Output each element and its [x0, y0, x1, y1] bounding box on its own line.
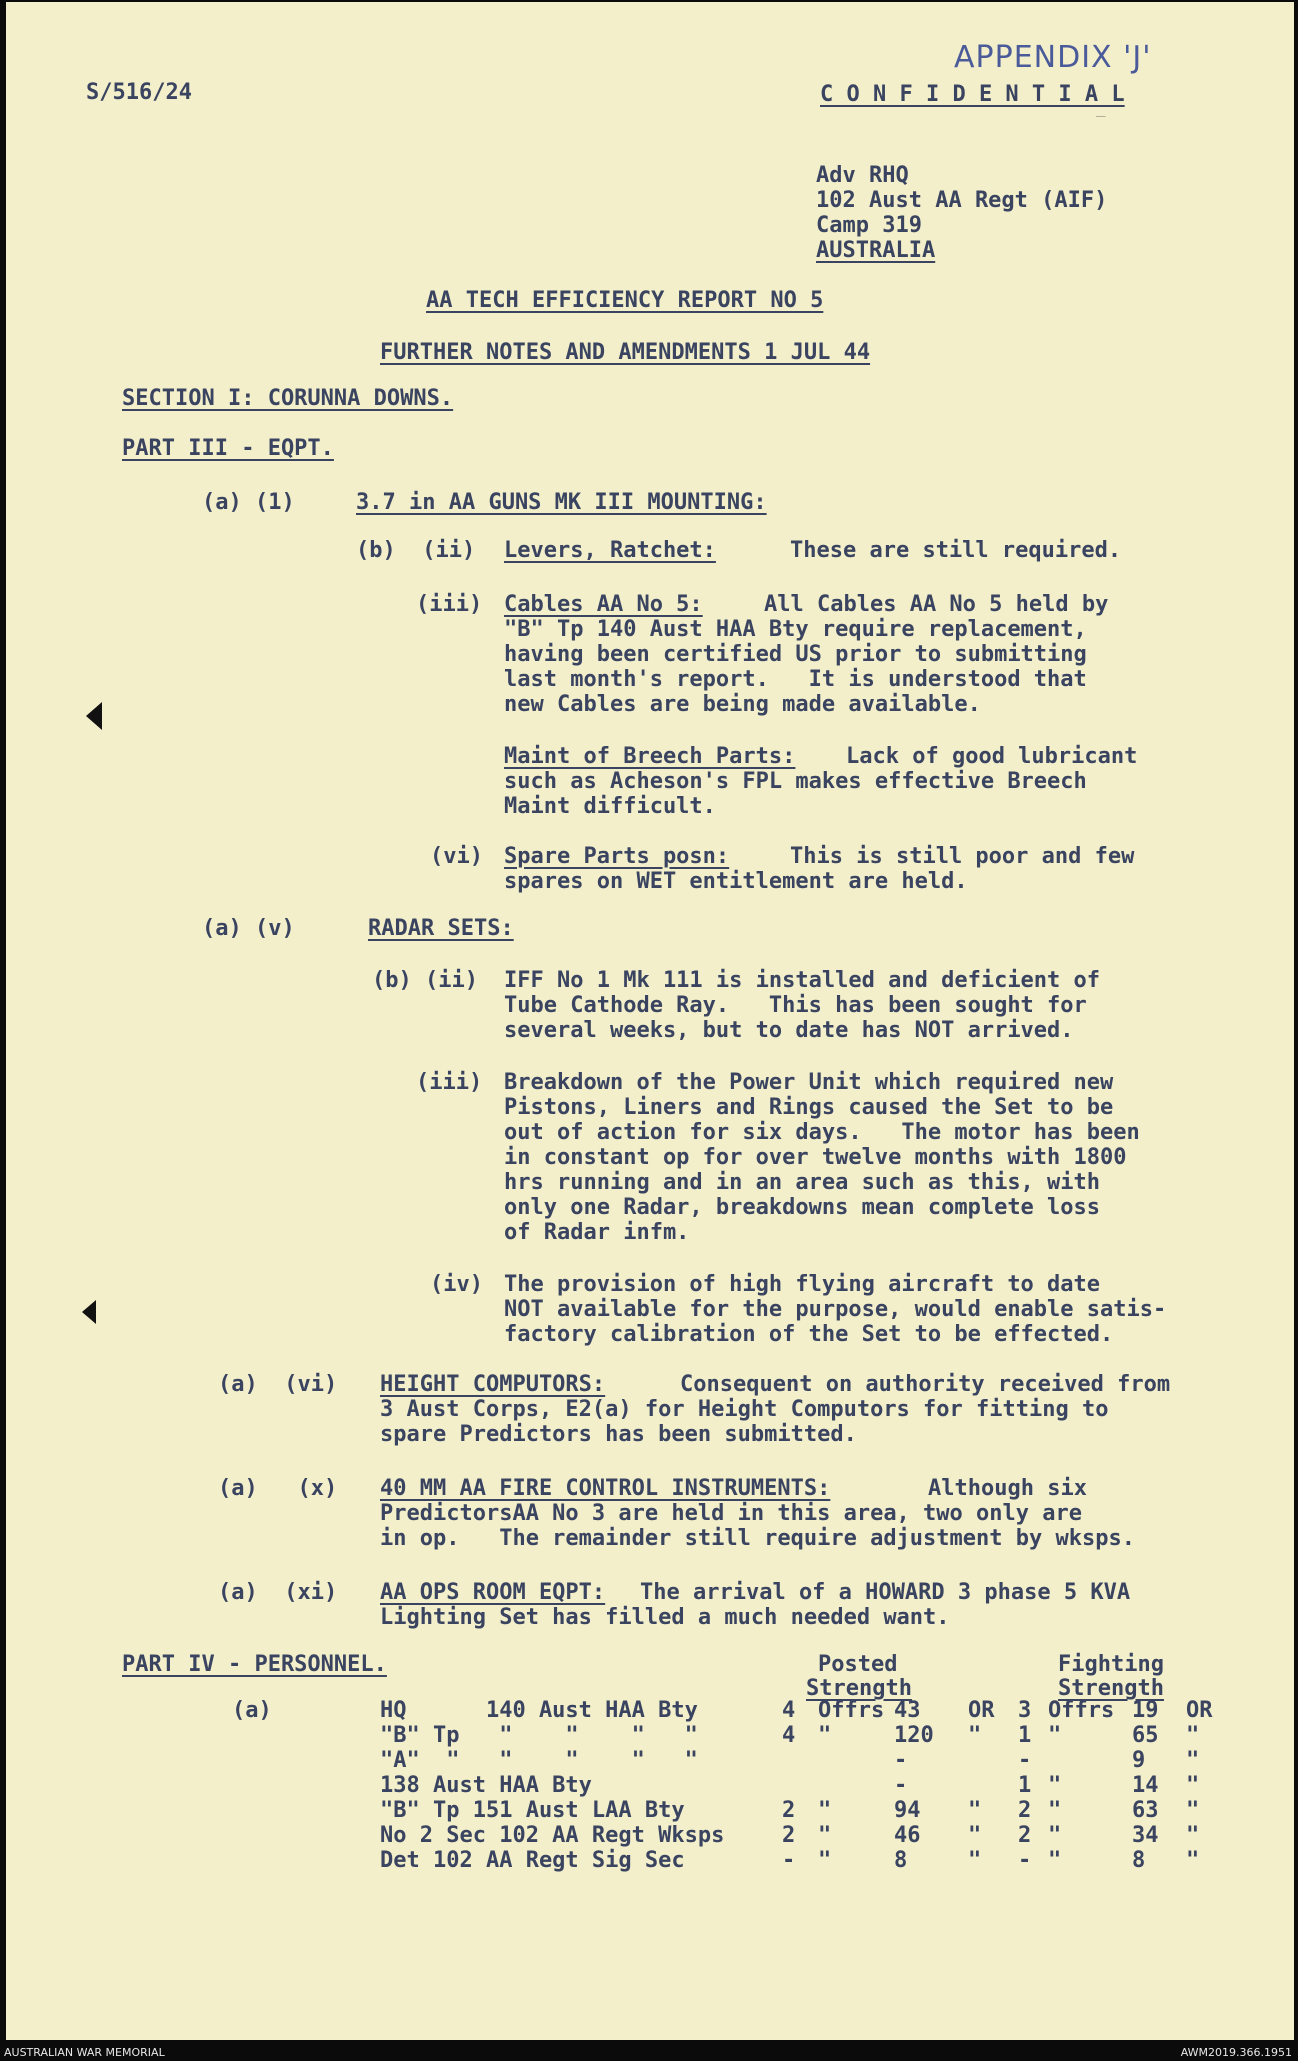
- radar-b-ii-line: Tube Cathode Ray. This has been sought for: [504, 993, 1087, 1018]
- item-ax-line: in op. The remainder still require adjustment by wksps.: [380, 1526, 1135, 1551]
- fighting-or-count: 14: [1132, 1773, 1159, 1798]
- posted-header: Posted: [818, 1652, 898, 1677]
- item-iii-line: last month's report. It is understood that: [504, 667, 1087, 692]
- breech-line: Maint difficult.: [504, 794, 716, 819]
- posted-or-count: 46: [894, 1823, 921, 1848]
- fighting-or-count: 34: [1132, 1823, 1159, 1848]
- item-avi-line: spare Predictors has been submitted.: [380, 1422, 857, 1447]
- breech-heading: Maint of Breech Parts:: [504, 744, 796, 769]
- posted-offrs-count: 2: [782, 1823, 796, 1848]
- posted-or-unit: ": [968, 1823, 982, 1848]
- posted-offrs-unit: ": [818, 1848, 832, 1873]
- item-b-ii-heading: Levers, Ratchet:: [504, 538, 716, 563]
- item-b-ii-text: These are still required.: [790, 538, 1122, 563]
- fighting-offrs-unit: Offrs: [1048, 1698, 1115, 1723]
- posted-offrs-count: 2: [782, 1798, 796, 1823]
- fighting-or-unit: ": [1186, 1723, 1200, 1748]
- item-ax-heading: 40 MM AA FIRE CONTROL INSTRUMENTS:: [380, 1476, 831, 1501]
- radar-iii-line: Pistons, Liners and Rings caused the Set to be: [504, 1095, 1114, 1120]
- margin-punch-mark: [86, 702, 102, 730]
- item-vi-line: This is still poor and few: [790, 844, 1135, 869]
- fighting-offrs-count: 3: [1018, 1698, 1032, 1723]
- radar-iii-line: out of action for six days. The motor has been: [504, 1120, 1140, 1145]
- fighting-or-unit: OR: [1186, 1698, 1213, 1723]
- archive-footer: [0, 2044, 1298, 2061]
- item-a1-label: (a) (1): [202, 490, 295, 515]
- radar-b-ii-label: (b) (ii): [372, 968, 478, 993]
- posted-or-count: -: [894, 1748, 908, 1773]
- posted-or-unit: ": [968, 1798, 982, 1823]
- fighting-or-unit: ": [1186, 1748, 1200, 1773]
- posted-or-unit: OR: [968, 1698, 995, 1723]
- item-av-heading: RADAR SETS:: [368, 916, 514, 941]
- part-three-heading: PART III - EQPT.: [122, 436, 334, 461]
- section-heading: SECTION I: CORUNNA DOWNS.: [122, 386, 454, 411]
- fighting-offrs-count: -: [1018, 1848, 1032, 1873]
- fighting-or-count: 63: [1132, 1798, 1159, 1823]
- radar-iii-line: only one Radar, breakdowns mean complete loss: [504, 1195, 1101, 1220]
- fighting-offrs-unit: ": [1048, 1848, 1062, 1873]
- fighting-header: Strength: [1058, 1676, 1164, 1701]
- radar-iii-line: of Radar infm.: [504, 1220, 690, 1245]
- fighting-offrs-count: 2: [1018, 1798, 1032, 1823]
- fighting-offrs-count: -: [1018, 1748, 1032, 1773]
- report-title: AA TECH EFFICIENCY REPORT NO 5: [426, 288, 824, 313]
- fighting-or-unit: ": [1186, 1773, 1200, 1798]
- fighting-or-count: 8: [1132, 1848, 1146, 1873]
- address-line-2: 102 Aust AA Regt (AIF): [816, 188, 1108, 213]
- posted-or-count: 8: [894, 1848, 908, 1873]
- fighting-or-count: 9: [1132, 1748, 1146, 1773]
- item-iii-label: (iii): [416, 592, 483, 617]
- handwritten-appendix-note: APPENDIX 'J': [954, 40, 1152, 75]
- item-axi-line: Lighting Set has filled a much needed want.: [380, 1605, 950, 1630]
- unit-name: "B" Tp 151 Aust LAA Bty: [380, 1798, 685, 1823]
- breech-line: such as Acheson's FPL makes effective Breech: [504, 769, 1087, 794]
- fighting-or-unit: ": [1186, 1823, 1200, 1848]
- fighting-offrs-count: 2: [1018, 1823, 1032, 1848]
- radar-iii-label: (iii): [416, 1070, 483, 1095]
- radar-iii-line: hrs running and in an area such as this, with: [504, 1170, 1101, 1195]
- item-axi-label: (a) (xi): [218, 1580, 338, 1605]
- item-vi-label: (vi): [430, 844, 483, 869]
- part-four-label: (a): [232, 1698, 272, 1723]
- posted-offrs-unit: ": [818, 1723, 832, 1748]
- posted-or-count: 43: [894, 1698, 921, 1723]
- item-iii-line: "B" Tp 140 Aust HAA Bty require replacement,: [504, 617, 1087, 642]
- radar-b-ii-line: several weeks, but to date has NOT arrived.: [504, 1018, 1074, 1043]
- document-page: [6, 2, 1294, 2040]
- posted-offrs-unit: Offrs: [818, 1698, 885, 1723]
- posted-or-count: 120: [894, 1723, 934, 1748]
- unit-name: "A" " " " " ": [380, 1748, 698, 1773]
- fighting-offrs-unit: ": [1048, 1798, 1062, 1823]
- radar-iii-line: in constant op for over twelve months with 1800: [504, 1145, 1127, 1170]
- breech-line: Lack of good lubricant: [846, 744, 1138, 769]
- classification-marking: C O N F I D E N T I A L: [820, 82, 1125, 107]
- footer-credit: AUSTRALIAN WAR MEMORIAL: [4, 2046, 165, 2059]
- fighting-or-unit: ": [1186, 1798, 1200, 1823]
- fighting-offrs-unit: ": [1048, 1723, 1062, 1748]
- item-b-ii-label: (b) (ii): [356, 538, 476, 563]
- unit-name: No 2 Sec 102 AA Regt Wksps: [380, 1823, 725, 1848]
- fighting-header: Fighting: [1058, 1652, 1164, 1677]
- posted-offrs-count: 4: [782, 1698, 796, 1723]
- fighting-or-count: 65: [1132, 1723, 1159, 1748]
- address-line-4: AUSTRALIA: [816, 238, 936, 263]
- item-avi-label: (a) (vi): [218, 1372, 338, 1397]
- item-ax-line: PredictorsAA No 3 are held in this area, two only are: [380, 1501, 1082, 1526]
- radar-iii-line: Breakdown of the Power Unit which required new: [504, 1070, 1114, 1095]
- radar-iv-line: NOT available for the purpose, would enable satis-: [504, 1297, 1167, 1322]
- item-avi-heading: HEIGHT COMPUTORS:: [380, 1372, 606, 1397]
- item-avi-line: Consequent on authority received from: [680, 1372, 1171, 1397]
- item-av-label: (a) (v): [202, 916, 295, 941]
- posted-or-unit: ": [968, 1848, 982, 1873]
- item-axi-line: The arrival of a HOWARD 3 phase 5 KVA: [640, 1580, 1131, 1605]
- posted-or-count: -: [894, 1773, 908, 1798]
- radar-iv-line: The provision of high flying aircraft to date: [504, 1272, 1101, 1297]
- fighting-or-unit: ": [1186, 1848, 1200, 1873]
- radar-iv-label: (iv): [430, 1272, 483, 1297]
- item-iii-heading: Cables AA No 5:: [504, 592, 703, 617]
- radar-b-ii-line: IFF No 1 Mk 111 is installed and deficient of: [504, 968, 1101, 993]
- footer-accession-number: AWM2019.366.1951: [1180, 2046, 1292, 2059]
- item-avi-line: 3 Aust Corps, E2(a) for Height Computors for fitting to: [380, 1397, 1109, 1422]
- margin-punch-mark: [82, 1300, 96, 1324]
- posted-offrs-unit: ": [818, 1823, 832, 1848]
- fighting-offrs-count: 1: [1018, 1773, 1032, 1798]
- pencil-tick: ‾: [1096, 113, 1106, 132]
- fighting-or-count: 19: [1132, 1698, 1159, 1723]
- unit-name: Det 102 AA Regt Sig Sec: [380, 1848, 685, 1873]
- item-vi-line: spares on WET entitlement are held.: [504, 869, 968, 894]
- file-reference: S/516/24: [86, 80, 192, 105]
- unit-name: 138 Aust HAA Bty: [380, 1773, 592, 1798]
- address-line-3: Camp 319: [816, 213, 922, 238]
- fighting-offrs-unit: ": [1048, 1773, 1062, 1798]
- posted-or-unit: ": [968, 1723, 982, 1748]
- item-iii-line: new Cables are being made available.: [504, 692, 981, 717]
- item-ax-line: Although six: [928, 1476, 1087, 1501]
- item-a1-heading: 3.7 in AA GUNS MK III MOUNTING:: [356, 490, 767, 515]
- posted-offrs-unit: ": [818, 1798, 832, 1823]
- item-ax-label: (a) (x): [218, 1476, 338, 1501]
- item-axi-heading: AA OPS ROOM EQPT:: [380, 1580, 606, 1605]
- item-iii-line: having been certified US prior to submitting: [504, 642, 1087, 667]
- radar-iv-line: factory calibration of the Set to be effected.: [504, 1322, 1114, 1347]
- posted-header: Strength: [806, 1676, 912, 1701]
- fighting-offrs-unit: ": [1048, 1823, 1062, 1848]
- address-line-1: Adv RHQ: [816, 163, 909, 188]
- posted-or-count: 94: [894, 1798, 921, 1823]
- part-four-heading: PART IV - PERSONNEL.: [122, 1652, 387, 1677]
- posted-offrs-count: -: [782, 1848, 796, 1873]
- posted-offrs-count: 4: [782, 1723, 796, 1748]
- unit-name: "B" Tp " " " ": [380, 1723, 698, 1748]
- item-iii-line: All Cables AA No 5 held by: [764, 592, 1109, 617]
- item-vi-heading: Spare Parts posn:: [504, 844, 730, 869]
- fighting-offrs-count: 1: [1018, 1723, 1032, 1748]
- report-subtitle: FURTHER NOTES AND AMENDMENTS 1 JUL 44: [380, 340, 871, 365]
- unit-name: HQ 140 Aust HAA Bty: [380, 1698, 698, 1723]
